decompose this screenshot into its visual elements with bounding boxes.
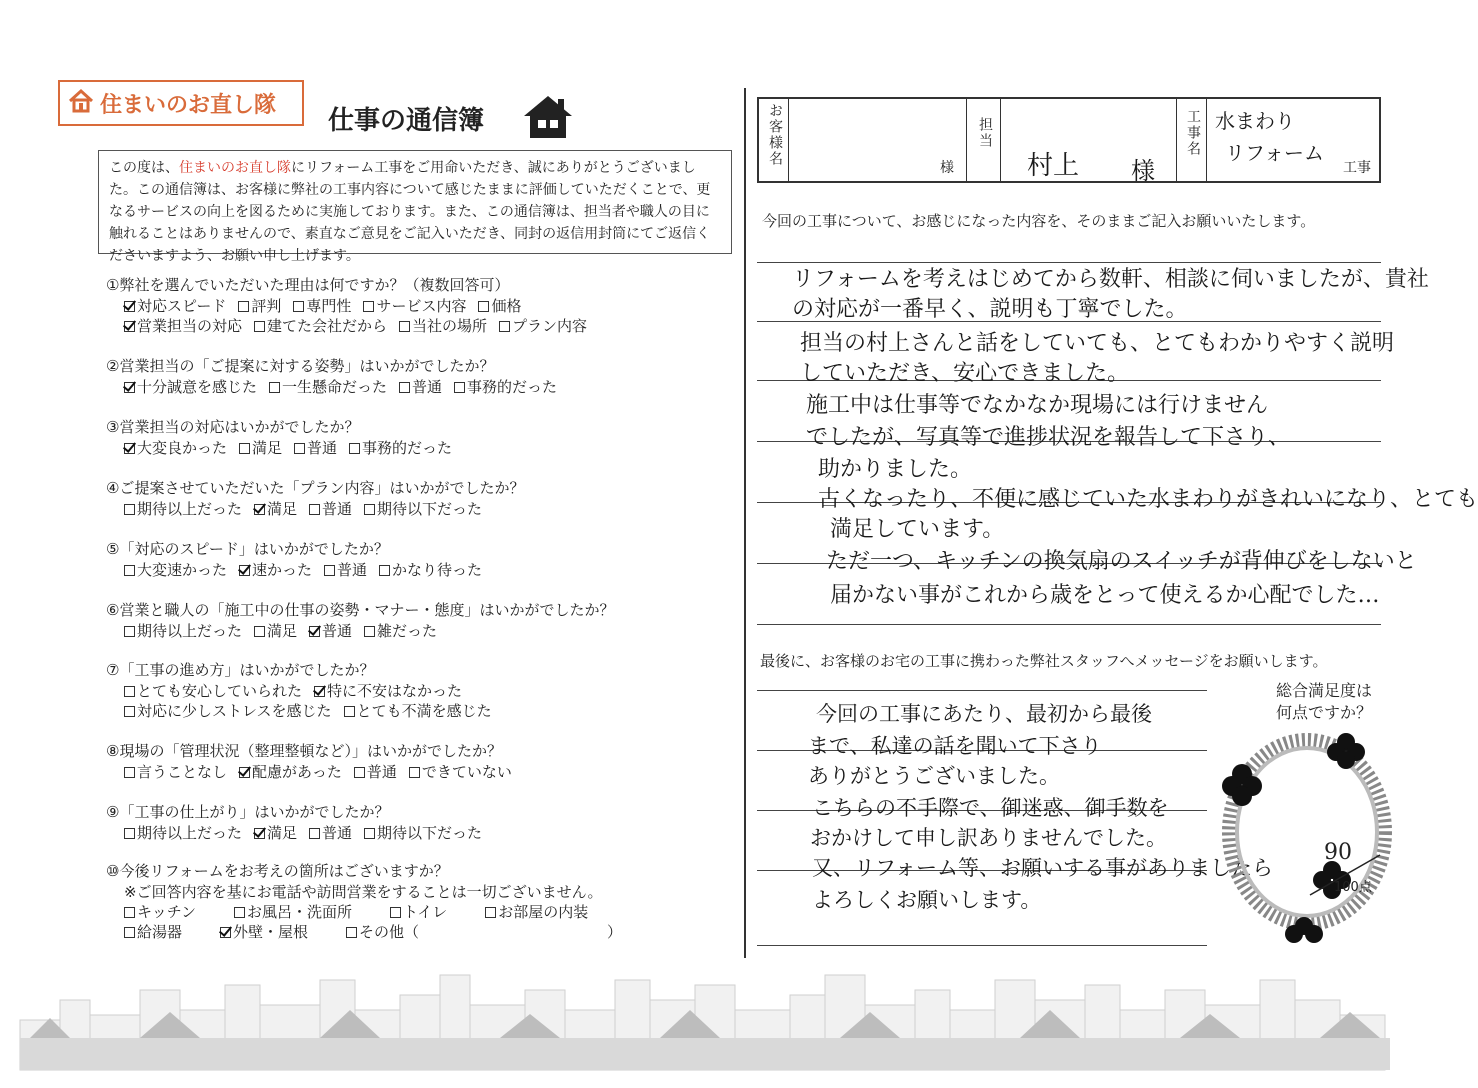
question-1 [106, 274, 599, 336]
option-label: 速かった [252, 561, 313, 579]
option[interactable] [239, 438, 282, 458]
checkbox[interactable] [399, 382, 410, 393]
intro-box [98, 150, 732, 264]
checkbox[interactable] [239, 767, 250, 778]
checkbox[interactable] [124, 301, 135, 312]
option-label: 普通 [337, 561, 368, 579]
option[interactable] [124, 823, 242, 843]
option-label: その他（ [359, 923, 420, 941]
message-line: まで、私達の話を聞いて下さり [808, 734, 1102, 758]
checkbox[interactable] [364, 504, 375, 515]
option[interactable] [124, 902, 196, 922]
option[interactable] [364, 499, 482, 519]
option-label: 一生懸命だった [282, 378, 388, 396]
option[interactable] [124, 681, 302, 701]
option-label: 言うことなし [137, 763, 228, 781]
option-label: 営業担当の対応 [137, 317, 243, 335]
staff-label-cell [967, 99, 1001, 181]
option[interactable] [124, 701, 332, 721]
option[interactable] [379, 560, 482, 580]
question-title: ⑨「工事の仕上がり」はいかがでしたか？ [106, 803, 390, 821]
option[interactable] [363, 296, 466, 316]
question-5 [106, 538, 494, 580]
option-label: 大変良かった [137, 439, 228, 457]
option-label: 給湯器 [137, 923, 183, 941]
checkbox[interactable] [354, 767, 365, 778]
option[interactable] [294, 438, 337, 458]
satisfaction-line2: 何点ですか？ [1275, 703, 1372, 722]
option[interactable] [239, 762, 342, 782]
option-label: 期待以下だった [377, 500, 483, 518]
wreath-illustration [1212, 720, 1402, 954]
option-label: とても不満を感じた [356, 702, 492, 720]
option-label: 普通 [366, 763, 397, 781]
satisfaction-score: 90 [1324, 840, 1352, 865]
house-icon [522, 94, 574, 144]
option[interactable] [390, 902, 447, 922]
comment-line: 助かりました。 [818, 457, 973, 482]
checkbox[interactable] [124, 321, 135, 332]
option[interactable] [124, 296, 226, 316]
checkbox[interactable] [485, 907, 496, 918]
question-title: ④ご提案させていただいた「プラン内容」はいかがでしたか？ [106, 479, 525, 497]
checkbox[interactable] [309, 504, 320, 515]
work-name-line2: リフォーム [1225, 141, 1324, 165]
message-line: 今回の工事にあたり、最初から最後 [816, 702, 1152, 726]
question-7 [106, 659, 504, 721]
comment-line: 担当の村上さんと話をしていても、とてもわかりやすく説明 [800, 331, 1395, 356]
satisfaction-question [1254, 680, 1394, 724]
work-suffix: 工事 [1343, 160, 1371, 176]
comment-prompt: 今回の工事について、お感じになった内容を、そのままご記入お願いいたします。 [762, 212, 1316, 230]
question-title: ⑤「対応のスピード」はいかがでしたか？ [106, 540, 389, 558]
option-label: サービス内容 [376, 297, 467, 315]
message-prompt: 最後に、お客様のお宅の工事に携わった弊社スタッフへメッセージをお願いします。 [760, 652, 1328, 670]
checkbox[interactable] [124, 382, 135, 393]
checkbox[interactable] [124, 504, 135, 515]
option-label: 期待以上だった [137, 500, 243, 518]
checkbox[interactable] [293, 301, 304, 312]
option-row [106, 560, 494, 580]
option[interactable] [124, 438, 227, 458]
option-label: 事務的だった [362, 439, 453, 457]
option-label: 期待以上だった [137, 622, 243, 640]
option-row [106, 296, 599, 316]
option-label: とても安心していられた [137, 682, 303, 700]
option[interactable] [349, 438, 452, 458]
checkbox[interactable] [499, 321, 510, 332]
option-label: 事務的だった [467, 378, 558, 396]
option-label: キッチン [137, 903, 196, 921]
option-label: プラン内容 [512, 317, 588, 335]
checkbox[interactable] [314, 686, 325, 697]
option-label: 普通 [322, 824, 353, 842]
checkbox[interactable] [220, 927, 231, 938]
option[interactable] [124, 499, 242, 519]
option-label: 普通 [322, 500, 353, 518]
option[interactable] [309, 499, 352, 519]
message-line: 又、リフォーム等、お願いする事がありましたら [812, 856, 1273, 880]
question-4 [106, 477, 524, 519]
comment-line: 古くなったり、不便に感じていた水まわりがきれいになり、とても [818, 487, 1478, 512]
checkbox[interactable] [309, 828, 320, 839]
checkbox[interactable] [344, 706, 355, 717]
checkbox[interactable] [124, 686, 135, 697]
option[interactable] [314, 681, 462, 701]
question-title: ⑧現場の「管理状況（整理整頓など）」はいかがでしたか？ [106, 742, 502, 760]
option[interactable] [124, 621, 242, 641]
question-title: ⑥営業と職人の「施工中の仕事の姿勢・マナー・態度」はいかがでしたか？ [106, 601, 615, 619]
comment-line: 満足しています。 [830, 517, 1005, 542]
option-label: 満足 [252, 439, 283, 457]
staff-name-cell [1001, 99, 1177, 185]
comment-line: ただ一つ、キッチンの換気扇のスイッチが背伸びをしないと [826, 549, 1417, 574]
option-label: できていない [421, 763, 512, 781]
option-row [106, 701, 504, 721]
checkbox[interactable] [364, 626, 375, 637]
option-label: 期待以下だった [377, 824, 483, 842]
customer-name-cell [789, 99, 967, 181]
option-label: 特に不安はなかった [327, 682, 463, 700]
option-label: 配慮があった [252, 763, 342, 781]
staff-suffix: 様 [1131, 157, 1155, 185]
option[interactable] [238, 296, 281, 316]
checkbox[interactable] [309, 626, 320, 637]
checkbox[interactable] [239, 565, 250, 576]
comment-line: リフォームを考えはじめてから数軒、相談に伺いましたが、貴社 [792, 267, 1429, 292]
question-8 [106, 740, 524, 782]
message-line: こちらの不手際で、御迷惑、御手数を [812, 796, 1169, 820]
option-label: 大変速かった [137, 561, 228, 579]
option[interactable] [364, 621, 437, 641]
checkbox[interactable] [254, 828, 265, 839]
checkbox[interactable] [238, 301, 249, 312]
question-title: ③営業担当の対応はいかがでしたか？ [106, 418, 360, 436]
work-name-line1: 水まわり [1215, 109, 1295, 133]
option[interactable] [124, 316, 242, 336]
option-label: 当社の場所 [412, 317, 488, 335]
score-unit: 100点 [1334, 880, 1372, 895]
option-label: お部屋の内装 [498, 903, 589, 921]
checkbox[interactable] [254, 321, 265, 332]
option-row [106, 823, 494, 843]
checkbox[interactable] [124, 706, 135, 717]
option-row [106, 621, 614, 641]
customer-label-cell [759, 99, 789, 181]
message-line: よろしくお願いします。 [812, 888, 1042, 912]
option[interactable] [485, 902, 588, 922]
checkbox[interactable] [454, 382, 465, 393]
option-label: 評判 [251, 297, 282, 315]
option-label: 普通 [412, 378, 443, 396]
option-label: 対応スピード [137, 297, 227, 315]
intro-text-pre: この度は、 [109, 160, 179, 176]
intro-company-name: 住まいのお直し隊 [179, 160, 291, 176]
option-row [106, 316, 599, 336]
option-label: かなり待った [392, 561, 483, 579]
staff-name: 村上 [1027, 151, 1080, 181]
comment-line: 届かない事がこれから歳をとって使えるか心配でした… [830, 583, 1380, 608]
option[interactable] [364, 823, 482, 843]
checkbox[interactable] [234, 907, 245, 918]
message-line: おかけして申し訳ありませんでした。 [810, 826, 1167, 850]
question-title: ①弊社を選んでいただいた理由は何ですか？（複数回答可） [106, 276, 510, 294]
work-label: 工事名 [1185, 109, 1201, 157]
checkbox[interactable] [124, 767, 135, 778]
option[interactable] [454, 377, 557, 397]
company-logo [58, 80, 304, 126]
option[interactable] [399, 377, 442, 397]
checkbox[interactable] [409, 767, 420, 778]
comment-line: でしたが、写真等で進捗状況を報告して下さり、 [806, 425, 1291, 450]
option[interactable] [254, 823, 297, 843]
comment-line: していただき、安心できました。 [800, 361, 1130, 386]
center-divider [744, 88, 746, 958]
option-row [106, 922, 626, 942]
question-10 [106, 860, 626, 942]
question-title: ⑦「工事の進め方」はいかがでしたか？ [106, 661, 375, 679]
work-name-cell [1207, 99, 1379, 181]
option-label: お風呂・洗面所 [246, 903, 352, 921]
ruled-line [757, 624, 1381, 625]
option[interactable] [124, 762, 227, 782]
option[interactable] [324, 560, 367, 580]
option-row [106, 681, 504, 701]
message-line: ありがとうございました。 [808, 764, 1060, 788]
comment-line: 施工中は仕事等でなかなか現場には行けません [806, 393, 1269, 418]
option[interactable] [399, 316, 487, 336]
option[interactable] [346, 922, 419, 942]
question-9 [106, 801, 494, 843]
ruled-line [757, 945, 1207, 946]
option-row [106, 762, 524, 782]
option[interactable] [220, 922, 308, 942]
question-6 [106, 599, 614, 641]
header-table [757, 97, 1381, 183]
comment-line: の対応が一番早く、説明も丁寧でした。 [792, 297, 1188, 322]
work-label-cell [1177, 99, 1207, 181]
option-label: 建てた会社だから [267, 317, 388, 335]
checkbox[interactable] [269, 382, 280, 393]
option-row [106, 499, 524, 519]
option[interactable] [409, 762, 512, 782]
cityscape-illustration [20, 960, 1390, 1074]
checkbox[interactable] [124, 907, 135, 918]
checkbox[interactable] [324, 565, 335, 576]
checkbox[interactable] [124, 443, 135, 454]
option-row [106, 377, 569, 397]
option-label: 期待以上だった [137, 824, 243, 842]
option-label: 十分誠意を感じた [137, 378, 258, 396]
option-label: 価格 [491, 297, 522, 315]
question-title: ⑩今後リフォームをお考えの箇所はございますか？ [106, 862, 449, 880]
option[interactable] [124, 377, 257, 397]
option-label: 雑だった [377, 622, 438, 640]
option[interactable] [234, 902, 352, 922]
question-3 [106, 416, 464, 458]
option-label: 普通 [322, 622, 353, 640]
option[interactable] [239, 560, 312, 580]
option-label: 満足 [267, 500, 298, 518]
option[interactable] [309, 823, 352, 843]
satisfaction-line1: 総合満足度は [1275, 681, 1372, 700]
option[interactable] [124, 922, 182, 942]
option[interactable] [309, 621, 352, 641]
close-paren: ） [607, 923, 623, 941]
option[interactable] [344, 701, 492, 721]
checkbox[interactable] [390, 907, 401, 918]
intro-text-post: にリフォーム工事をご用命いただき、誠にありがとうございました。この通信簿は、お客様に弊社の工事内容について感じたままに評価していただくことで、更なるサービスの向上を図るために実施しております。また、この通信簿は、担当者や職人の目に触れることはありませんので、素直なご意見をご記入いただき、同封の返信用封筒にてご返信くださいますよう、お願い申し上げます。 [109, 160, 711, 264]
question-title: ②営業担当の「ご提案に対する姿勢」はいかがでしたか？ [106, 357, 495, 375]
option-label: 普通 [307, 439, 338, 457]
checkbox[interactable] [399, 321, 410, 332]
option[interactable] [293, 296, 351, 316]
checkbox[interactable] [124, 828, 135, 839]
option-row [106, 902, 626, 922]
checkbox[interactable] [124, 626, 135, 637]
checkbox[interactable] [349, 443, 360, 454]
checkbox[interactable] [124, 565, 135, 576]
option-row [106, 438, 464, 458]
checkbox[interactable] [239, 443, 250, 454]
option-label: 満足 [267, 622, 298, 640]
checkbox[interactable] [124, 927, 135, 938]
checkbox[interactable] [254, 504, 265, 515]
checkbox[interactable] [379, 565, 390, 576]
checkbox[interactable] [478, 301, 489, 312]
option[interactable] [499, 316, 587, 336]
option[interactable] [124, 560, 227, 580]
option[interactable] [478, 296, 521, 316]
document-title: 仕事の通信簿 [328, 106, 485, 136]
option-label: トイレ [402, 903, 448, 921]
checkbox[interactable] [346, 927, 357, 938]
question-note: ※ご回答内容を基にお電話や訪問営業をすることは一切ございません。 [124, 883, 603, 901]
option[interactable] [269, 377, 387, 397]
house-logo-icon [68, 89, 94, 117]
question-2 [106, 355, 569, 397]
checkbox[interactable] [294, 443, 305, 454]
option-label: 専門性 [306, 297, 352, 315]
option[interactable] [254, 621, 297, 641]
ruled-line [757, 690, 1207, 691]
logo-text: 住まいのお直し隊 [100, 92, 277, 118]
customer-label: お客様名 [767, 103, 783, 167]
option[interactable] [254, 499, 297, 519]
option-label: 対応に少しストレスを感じた [137, 702, 332, 720]
staff-label: 担当 [977, 117, 993, 149]
option[interactable] [354, 762, 397, 782]
customer-suffix: 様 [940, 160, 954, 176]
checkbox[interactable] [364, 828, 375, 839]
option[interactable] [254, 316, 387, 336]
checkbox[interactable] [254, 626, 265, 637]
checkbox[interactable] [363, 301, 374, 312]
option-label: 満足 [267, 824, 298, 842]
option-label: 外壁・屋根 [233, 923, 309, 941]
